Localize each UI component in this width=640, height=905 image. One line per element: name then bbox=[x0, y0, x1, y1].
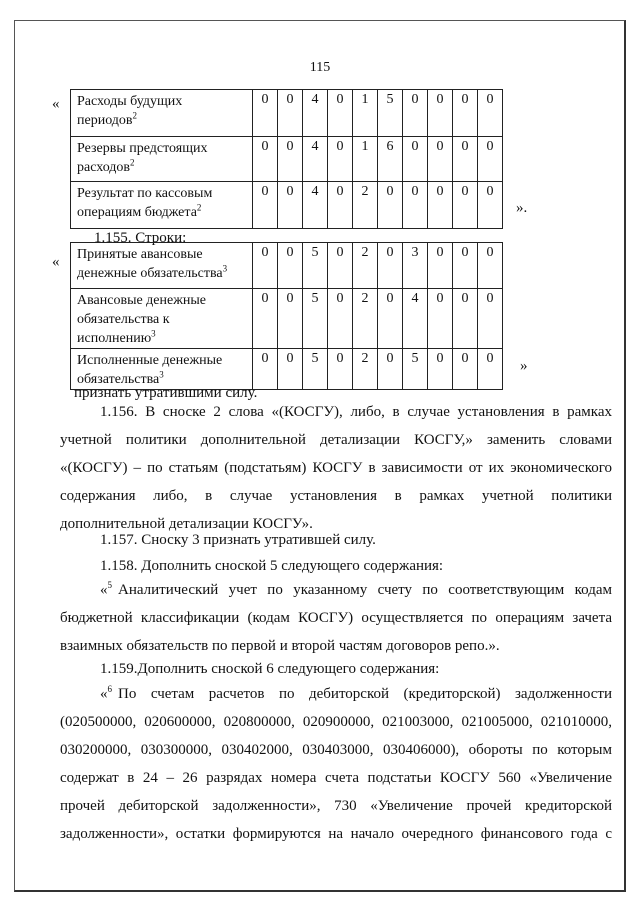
text-line: бюджетной классификации (кодам КОСГУ) осуществляется по операциям зачета bbox=[60, 610, 612, 626]
accounts-table-2 bbox=[70, 242, 503, 390]
open-quote: « bbox=[52, 254, 60, 270]
code-digit: 0 bbox=[278, 137, 303, 182]
code-digit: 0 bbox=[378, 349, 403, 390]
code-digit: 0 bbox=[453, 90, 478, 137]
section-heading: 1.155. Строки: bbox=[94, 230, 187, 246]
code-digit: 2 bbox=[353, 182, 378, 229]
code-digit: 0 bbox=[278, 90, 303, 137]
code-digit: 0 bbox=[453, 182, 478, 229]
open-quote: « bbox=[52, 96, 60, 112]
row-label: Авансовые денежные обязательства к исполнению$^3$ bbox=[71, 289, 253, 349]
code-digit: 0 bbox=[478, 243, 503, 289]
row-label: Исполненные денежные обязательства$^3$ bbox=[71, 349, 253, 390]
code-digit: 0 bbox=[428, 90, 453, 137]
text-line: задолженности», остатки формируются на начало очередного финансового года с bbox=[60, 826, 612, 842]
table-row bbox=[71, 182, 503, 229]
code-digit: 0 bbox=[428, 243, 453, 289]
code-digit: 0 bbox=[253, 243, 278, 289]
code-digit: 0 bbox=[428, 349, 453, 390]
code-digit: 0 bbox=[453, 289, 478, 349]
code-digit: 0 bbox=[378, 182, 403, 229]
code-digit: 5 bbox=[303, 349, 328, 390]
text-line: (020500000, 020600000, 020800000, 020900000, 021003000, 021005000, 021010000, bbox=[60, 714, 612, 730]
row-label: Резервы предстоящих расходов$^2$ bbox=[71, 137, 253, 182]
after-table-text: признать утратившими силу. bbox=[74, 385, 258, 401]
text-line: содержания либо, в случае установления в рамках учетной политики bbox=[60, 488, 612, 504]
text-line: «$^5$ Аналитический учет по указанному счету по соответствующим кодам bbox=[100, 580, 612, 598]
code-digit: 0 bbox=[253, 349, 278, 390]
row-label: Результат по кассовым операциям бюджета$^2$ bbox=[71, 182, 253, 229]
page-number: 115 bbox=[309, 60, 331, 75]
close-quote: » bbox=[520, 358, 528, 374]
code-digit: 0 bbox=[253, 90, 278, 137]
code-digit: 0 bbox=[328, 289, 353, 349]
code-digit: 0 bbox=[478, 90, 503, 137]
code-digit: 0 bbox=[328, 349, 353, 390]
code-digit: 5 bbox=[303, 289, 328, 349]
text-line: дополнительной детализации КОСГУ». bbox=[60, 516, 313, 532]
text-line: взаимных обязательств по первой и второй частям договоров репо.». bbox=[60, 638, 500, 654]
code-digit: 0 bbox=[403, 182, 428, 229]
code-digit: 5 bbox=[378, 90, 403, 137]
code-digit: 0 bbox=[253, 137, 278, 182]
code-digit: 2 bbox=[353, 289, 378, 349]
text-line: «$^6$ По счетам расчетов по дебиторской (кредиторской) задолженности bbox=[100, 684, 612, 702]
text-line: учетной политики дополнительной детализации КОСГУ,» заменить словами bbox=[60, 432, 612, 448]
paragraph-1-159: 1.159.Дополнить сноской 6 следующего содержания: bbox=[100, 661, 440, 677]
text-line: прочей дебиторской задолженности», 730 «Увеличение прочей кредиторской bbox=[60, 798, 612, 814]
code-digit: 0 bbox=[428, 137, 453, 182]
paragraph-1-156 bbox=[60, 398, 612, 538]
code-digit: 6 bbox=[378, 137, 403, 182]
code-digit: 0 bbox=[478, 349, 503, 390]
code-digit: 0 bbox=[478, 289, 503, 349]
code-digit: 0 bbox=[253, 289, 278, 349]
code-digit: 0 bbox=[403, 137, 428, 182]
code-digit: 0 bbox=[328, 90, 353, 137]
text-line: «(КОСГУ) – по статьям (подстатьям) КОСГУ в зависимости от их экономического bbox=[60, 460, 612, 476]
code-digit: 0 bbox=[328, 243, 353, 289]
code-digit: 0 bbox=[453, 349, 478, 390]
code-digit: 3 bbox=[403, 243, 428, 289]
text-line: 1.156. В сноске 2 слова «(КОСГУ), либо, в случае установления в рамках bbox=[100, 404, 612, 420]
code-digit: 0 bbox=[328, 137, 353, 182]
code-digit: 0 bbox=[478, 182, 503, 229]
table-row bbox=[71, 90, 503, 137]
code-digit: 0 bbox=[278, 289, 303, 349]
code-digit: 2 bbox=[353, 243, 378, 289]
code-digit: 0 bbox=[278, 349, 303, 390]
code-digit: 0 bbox=[378, 289, 403, 349]
text-line: 030200000, 030300000, 030402000, 030403000, 030406000), обороты по которым bbox=[60, 742, 612, 758]
code-digit: 4 bbox=[303, 90, 328, 137]
table-row bbox=[71, 243, 503, 289]
code-digit: 4 bbox=[403, 289, 428, 349]
accounts-table-1 bbox=[70, 89, 503, 229]
code-digit: 0 bbox=[328, 182, 353, 229]
code-digit: 0 bbox=[453, 137, 478, 182]
paragraph-1-157: 1.157. Сноску 3 признать утратившей силу. bbox=[100, 532, 376, 548]
footnote-6-text bbox=[60, 680, 612, 848]
row-label: Принятые авансовые денежные обязательства$^3$ bbox=[71, 243, 253, 289]
code-digit: 5 bbox=[403, 349, 428, 390]
table-row bbox=[71, 289, 503, 349]
code-digit: 0 bbox=[428, 289, 453, 349]
code-digit: 1 bbox=[353, 90, 378, 137]
code-digit: 0 bbox=[453, 243, 478, 289]
code-digit: 5 bbox=[303, 243, 328, 289]
code-digit: 2 bbox=[353, 349, 378, 390]
paragraph-1-158: 1.158. Дополнить сноской 5 следующего содержания: bbox=[100, 558, 444, 574]
code-digit: 0 bbox=[253, 182, 278, 229]
footnote-5-text bbox=[60, 576, 612, 660]
code-digit: 0 bbox=[478, 137, 503, 182]
table-row bbox=[71, 137, 503, 182]
code-digit: 4 bbox=[303, 182, 328, 229]
code-digit: 0 bbox=[428, 182, 453, 229]
code-digit: 1 bbox=[353, 137, 378, 182]
code-digit: 0 bbox=[403, 90, 428, 137]
code-digit: 0 bbox=[278, 182, 303, 229]
table-row bbox=[71, 349, 503, 390]
code-digit: 0 bbox=[378, 243, 403, 289]
close-quote: ». bbox=[516, 200, 528, 216]
text-line: содержат в 24 – 26 разрядах номера счета подстатьи КОСГУ 560 «Увеличение bbox=[60, 770, 612, 786]
code-digit: 4 bbox=[303, 137, 328, 182]
row-label: Расходы будущих периодов$^2$ bbox=[71, 90, 253, 137]
code-digit: 0 bbox=[278, 243, 303, 289]
